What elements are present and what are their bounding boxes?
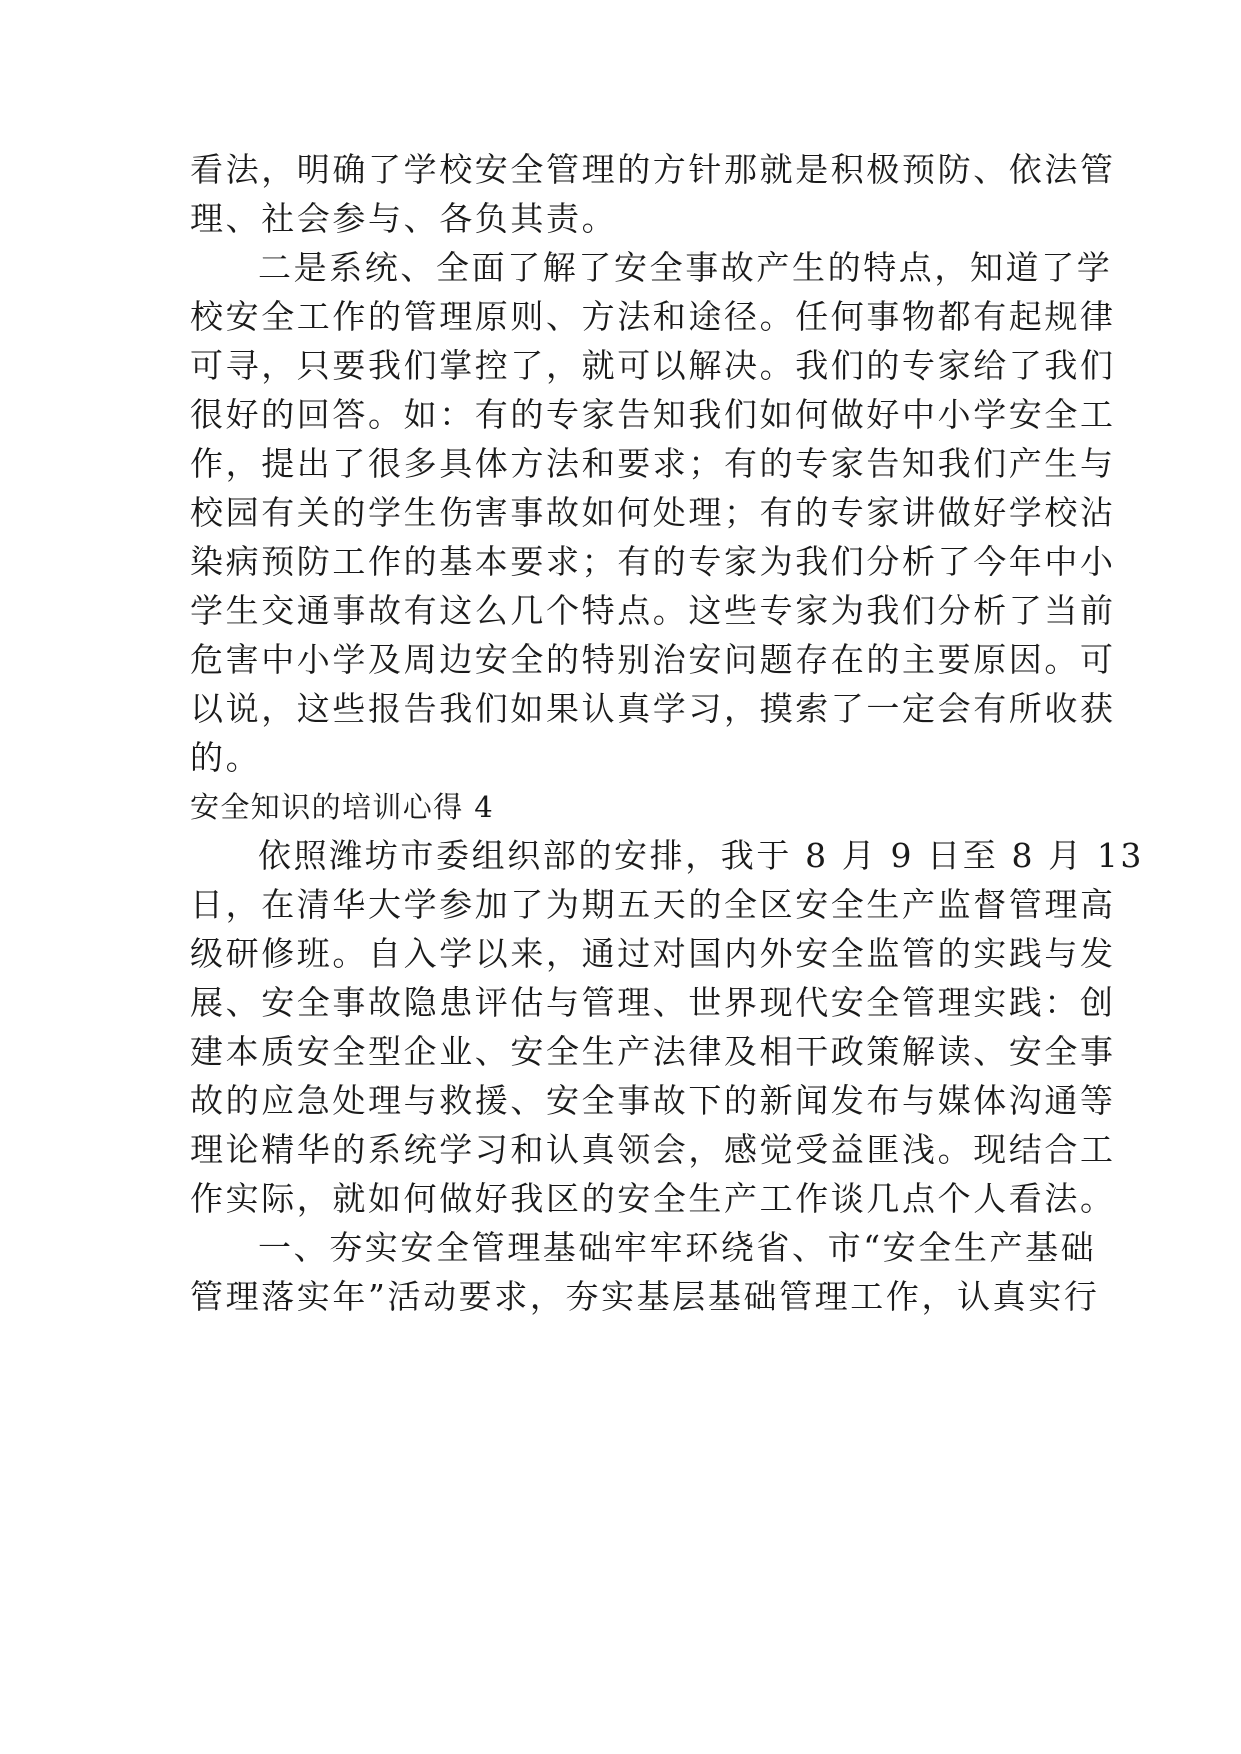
text-line: 校安全工作的管理原则、方法和途径。任何事物都有起规律 xyxy=(190,297,1116,336)
text-line: 理、社会参与、各负其责。 xyxy=(190,199,618,238)
text-line: 级研修班。自入学以来，通过对国内外安全监管的实践与发 xyxy=(190,934,1116,973)
text-line: 学生交通事故有这么几个特点。这些专家为我们分析了当前 xyxy=(190,591,1116,630)
text-line: 日，在清华大学参加了为期五天的全区安全生产监督管理高 xyxy=(190,885,1116,924)
text-line: 故的应急处理与救援、安全事故下的新闻发布与媒体沟通等 xyxy=(190,1081,1116,1120)
paragraph-start-line: 依照潍坊市委组织部的安排，我于 8 月 9 日至 8 月 13 xyxy=(258,836,1145,875)
section-heading: 安全知识的培训心得 4 xyxy=(190,790,495,824)
text-line: 可寻，只要我们掌控了，就可以解决。我们的专家给了我们 xyxy=(190,346,1116,385)
text-line: 以说，这些报告我们如果认真学习，摸索了一定会有所收获 xyxy=(190,689,1116,728)
text-line: 作，提出了很多具体方法和要求；有的专家告知我们产生与 xyxy=(190,444,1116,483)
text-line: 看法，明确了学校安全管理的方针那就是积极预防、依法管 xyxy=(190,150,1116,189)
text-line: 的。 xyxy=(190,738,262,777)
text-line: 建本质安全型企业、安全生产法律及相干政策解读、安全事 xyxy=(190,1032,1116,1071)
paragraph-start-line: 二是系统、全面了解了安全事故产生的特点，知道了学 xyxy=(258,248,1113,287)
paragraph-start-line: 一、夯实安全管理基础牢牢环绕省、市“安全生产基础 xyxy=(258,1228,1097,1267)
text-line: 管理落实年”活动要求，夯实基层基础管理工作，认真实行 xyxy=(190,1277,1100,1316)
text-line: 校园有关的学生伤害事故如何处理；有的专家讲做好学校沾 xyxy=(190,493,1116,532)
text-line: 很好的回答。如：有的专家告知我们如何做好中小学安全工 xyxy=(190,395,1116,434)
text-line: 作实际，就如何做好我区的安全生产工作谈几点个人看法。 xyxy=(190,1179,1116,1218)
text-line: 危害中小学及周边安全的特别治安问题存在的主要原因。可 xyxy=(190,640,1116,679)
text-line: 展、安全事故隐患评估与管理、世界现代安全管理实践：创 xyxy=(190,983,1116,1022)
text-line: 理论精华的系统学习和认真领会，感觉受益匪浅。现结合工 xyxy=(190,1130,1116,1169)
text-line: 染病预防工作的基本要求；有的专家为我们分析了今年中小 xyxy=(190,542,1116,581)
